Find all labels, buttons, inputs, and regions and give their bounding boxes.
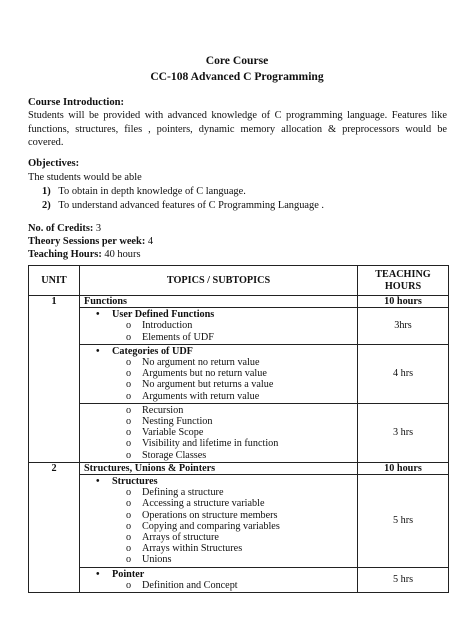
table-body (29, 296, 449, 593)
subtopic-item (84, 405, 353, 416)
subtopic-item (84, 332, 353, 343)
circle-bullet-icon: o (126, 320, 132, 332)
topic-group (80, 475, 358, 568)
intro-paragraph (28, 109, 447, 150)
circle-bullet-icon: o (126, 331, 132, 343)
objective-text: To obtain in depth knowledge of C language. (58, 186, 246, 197)
bullet-icon: • (96, 568, 100, 580)
topic-bullet (84, 346, 353, 357)
circle-bullet-icon: o (126, 498, 132, 510)
topic-group-row (29, 567, 449, 592)
subtopic-label: Operations on structure members (142, 509, 278, 521)
subtopic-label: Nesting Function (142, 416, 213, 428)
subtopic-item (84, 532, 353, 543)
theory-label: Theory Sessions per week: (28, 236, 146, 247)
topic-group-row (29, 475, 449, 568)
intro-line: covered. (28, 137, 64, 149)
topic-group-row (29, 344, 449, 403)
circle-bullet-icon: o (126, 404, 132, 416)
subtopic-item (84, 438, 353, 449)
circle-bullet-icon: o (126, 390, 132, 402)
subtopic-label: Introduction (142, 320, 193, 332)
subtopic-label: Variable Scope (142, 427, 204, 439)
teaching-line (28, 248, 141, 262)
subtopic-item (84, 498, 353, 509)
unit-title: Functions (80, 296, 358, 308)
topic-group-hours: 5 hrs (358, 475, 449, 568)
topic-bullet-label: User Defined Functions (112, 309, 215, 321)
subtopic-label: Storage Classes (142, 449, 207, 461)
circle-bullet-icon: o (126, 509, 132, 521)
subtopic-label: Elements of UDF (142, 331, 214, 343)
unit-hours: 10 hours (358, 296, 449, 308)
topic-bullet-label: Structures (112, 476, 158, 488)
topic-group-row (29, 308, 449, 345)
subtopic-label: Unions (142, 554, 172, 566)
bullet-icon: • (96, 345, 100, 357)
topic-group (80, 403, 358, 462)
topic-bullet (84, 476, 353, 487)
syllabus-table (28, 265, 449, 593)
teaching-value: 40 hours (101, 249, 141, 260)
bullet-icon: • (96, 309, 100, 321)
subtopic-item (84, 427, 353, 438)
subtopic-item (84, 320, 353, 331)
subtopic-label: Arguments but no return value (142, 368, 267, 380)
header-unit: UNIT (29, 266, 80, 296)
circle-bullet-icon: o (126, 357, 132, 369)
circle-bullet-icon: o (126, 438, 132, 450)
subtopic-label: Arrays of structure (142, 532, 219, 544)
bullet-icon: • (96, 476, 100, 488)
circle-bullet-icon: o (126, 579, 132, 591)
subtopic-item (84, 416, 353, 427)
subtopic-item (84, 521, 353, 532)
unit-hours: 10 hours (358, 462, 449, 474)
topic-bullet-label: Categories of UDF (112, 345, 193, 357)
topic-group-hours: 3 hrs (358, 403, 449, 462)
objectives-heading: Objectives: (28, 158, 80, 169)
unit-number: 2 (29, 462, 80, 592)
intro-line: functions, structures, files , pointers, dynamic memory allocation & preprocessors would be (28, 123, 447, 135)
topic-group-hours: 4 hrs (358, 344, 449, 403)
topic-group (80, 308, 358, 345)
subtopic-item (84, 368, 353, 379)
subtopic-item (84, 543, 353, 554)
circle-bullet-icon: o (126, 487, 132, 499)
subtopic-label: Arguments with return value (142, 390, 260, 402)
subtopic-label: Arrays within Structures (142, 543, 243, 555)
subtopic-label: Recursion (142, 404, 184, 416)
course-title: Core Course (205, 54, 269, 67)
objective-text: To understand advanced features of C Programming Language . (58, 200, 325, 211)
circle-bullet-icon: o (126, 543, 132, 555)
subtopic-label: Defining a structure (142, 487, 224, 499)
unit-row (29, 462, 449, 474)
unit-number: 1 (29, 296, 80, 463)
topic-bullet (84, 309, 353, 320)
objective-item (42, 199, 324, 213)
circle-bullet-icon: o (126, 368, 132, 380)
intro-heading: Course Introduction: (28, 97, 125, 108)
topic-group-row (29, 403, 449, 462)
subtopic-label: Definition and Concept (142, 579, 238, 591)
intro-line: Students will be provided with advanced knowledge of C programming language. Features like (28, 110, 447, 121)
subtopic-item (84, 379, 353, 390)
circle-bullet-icon: o (126, 416, 132, 428)
subtopic-item (84, 554, 353, 565)
theory-value: 4 (145, 236, 154, 247)
table-header-row (29, 266, 449, 296)
subtopic-item (84, 510, 353, 521)
subtopic-label: Accessing a structure variable (142, 498, 265, 510)
topic-group-hours: 3hrs (358, 308, 449, 345)
header-hours-line2: HOURS (384, 280, 422, 292)
credits-value: 3 (93, 223, 102, 234)
subtopic-label: No argument no return value (142, 357, 260, 369)
credits-line (28, 222, 101, 236)
header-hours-line1: TEACHING (375, 269, 431, 281)
circle-bullet-icon: o (126, 427, 132, 439)
circle-bullet-icon: o (126, 520, 132, 532)
header-hours (358, 266, 449, 296)
header-topics: TOPICS / SUBTOPICS (80, 266, 358, 296)
circle-bullet-icon: o (126, 449, 132, 461)
course-subtitle: CC-108 Advanced C Programming (150, 70, 324, 83)
unit-title: Structures, Unions & Pointers (80, 462, 358, 474)
subtopic-label: No argument but returns a value (142, 379, 274, 391)
subtopic-item (84, 450, 353, 461)
objective-number: 1) (42, 186, 51, 197)
objectives-lead: The students would be able (28, 172, 142, 183)
objective-number: 2) (42, 200, 51, 211)
teaching-label: Teaching Hours: (28, 249, 102, 260)
topic-bullet-label: Pointer (112, 568, 145, 580)
theory-line (28, 235, 153, 249)
subtopic-item (84, 391, 353, 402)
subtopic-item (84, 487, 353, 498)
subtopic-label: Copying and comparing variables (142, 520, 280, 532)
unit-row (29, 296, 449, 308)
subtopic-item (84, 357, 353, 368)
topic-group-hours: 5 hrs (358, 567, 449, 592)
circle-bullet-icon: o (126, 554, 132, 566)
topic-bullet (84, 569, 353, 580)
subtopic-item (84, 580, 353, 591)
circle-bullet-icon: o (126, 532, 132, 544)
circle-bullet-icon: o (126, 379, 132, 391)
subtopic-label: Visibility and lifetime in function (142, 438, 279, 450)
topic-group (80, 344, 358, 403)
objective-item (42, 185, 246, 199)
topic-group (80, 567, 358, 592)
credits-label: No. of Credits: (28, 223, 94, 234)
